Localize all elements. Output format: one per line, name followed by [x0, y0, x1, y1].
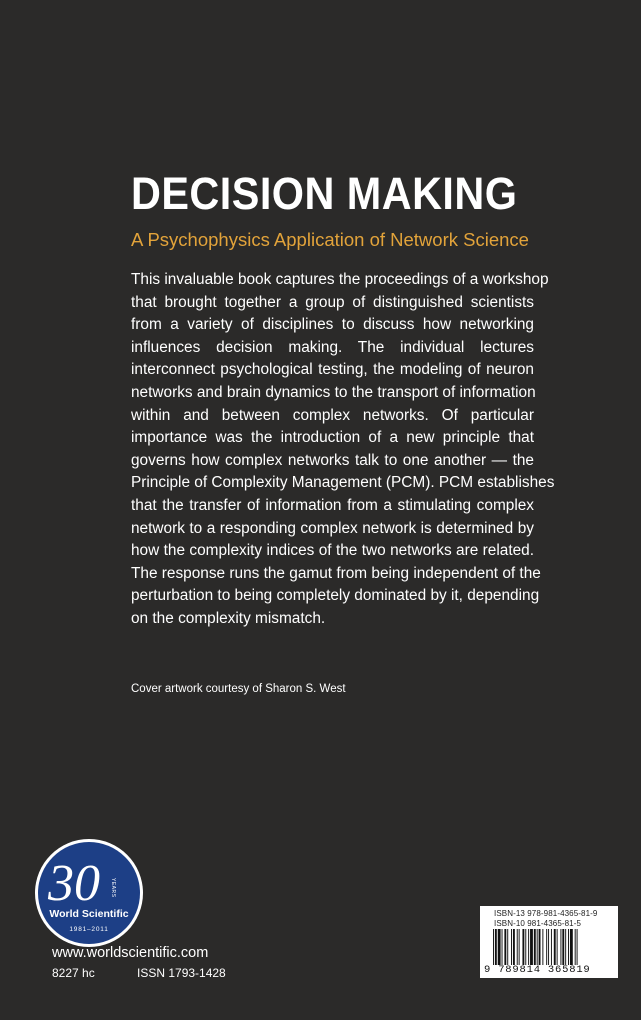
issn-number: ISSN 1793-1428	[137, 966, 226, 980]
barcode-bar	[539, 929, 541, 965]
barcode-bar	[565, 929, 566, 965]
cover-artwork-credit: Cover artwork courtesy of Sharon S. West	[131, 683, 346, 695]
logo-number: 30	[48, 855, 100, 912]
book-title: DECISION MAKING	[131, 168, 518, 219]
blurb-line: networks and brain dynamics to the transport of information	[131, 383, 536, 401]
barcode-bar	[504, 929, 506, 965]
blurb-line: that the transfer of information from a stimulating complex	[131, 496, 534, 514]
barcode-bar	[525, 929, 526, 965]
isbn10-text: ISBN-10 981-4365-81-5	[494, 919, 582, 928]
blurb-line: governs how complex networks talk to one another — the	[131, 451, 534, 469]
blurb-line: on the complexity mismatch.	[131, 609, 326, 627]
barcode-bar	[560, 929, 561, 965]
barcode-bar	[548, 929, 549, 965]
barcode-bar	[530, 929, 533, 965]
barcode-bar	[502, 929, 503, 965]
barcode-bar	[498, 929, 501, 965]
barcode-bar	[519, 929, 520, 965]
barcode-bar	[554, 929, 556, 965]
blurb-line: within and between complex networks. Of particular	[131, 406, 534, 424]
barcode-bar	[495, 929, 497, 965]
isbn13-text: ISBN-13 978-981-4365-81-9	[494, 909, 598, 918]
blurb-line: importance was the introduction of a new principle that	[131, 429, 534, 447]
blurb-line: from a variety of disciplines to discuss how networking	[131, 316, 534, 334]
barcode-bar	[507, 929, 508, 965]
blurb-line: The response runs the gamut from being independent of the	[131, 564, 541, 582]
product-code: 8227 hc	[52, 966, 95, 980]
barcode-bar	[557, 929, 558, 965]
publisher-anniversary-logo	[34, 838, 144, 948]
barcode-bar	[537, 929, 538, 965]
barcode-bar	[528, 929, 529, 965]
barcode-bar	[513, 929, 515, 965]
barcode-bar	[517, 929, 518, 965]
barcode-bar	[546, 929, 547, 965]
barcode-bar	[511, 929, 512, 965]
blurb-line: interconnect psychological testing, the modeling of neuron	[131, 361, 534, 379]
book-subtitle: A Psychophysics Application of Network Science	[131, 229, 529, 250]
blurb-line: perturbation to being completely dominated by it, depending	[131, 587, 540, 605]
isbn-barcode-label	[480, 906, 618, 978]
blurb-line: This invaluable book captures the proceedings of a workshop	[131, 271, 549, 288]
logo-years: YEARS	[110, 878, 116, 898]
blurb-line: how the complexity indices of the two networks are related.	[131, 542, 534, 560]
barcode-bar	[568, 929, 569, 965]
barcode-digits: 9 789814 365819	[484, 964, 591, 976]
barcode-bar	[551, 929, 552, 965]
barcode-bar	[522, 929, 524, 965]
barcode-bars	[493, 929, 606, 965]
barcode-bar	[534, 929, 536, 965]
blurb-line: network to a responding complex network is determined by	[131, 519, 534, 537]
barcode-bar	[542, 929, 543, 965]
barcode-bar	[577, 929, 578, 965]
blurb-line: influences decision making. The individual lectures	[131, 338, 534, 356]
logo-publisher-name: World Scientific	[49, 908, 129, 920]
barcode-bar	[493, 929, 494, 965]
blurb-line: that brought together a group of distinguished scientists	[131, 293, 534, 311]
logo-years-span: 1981–2011	[69, 926, 109, 933]
publisher-url: www.worldscientific.com	[52, 945, 209, 961]
blurb-paragraph	[131, 269, 555, 631]
barcode-bar	[570, 929, 573, 965]
barcode-bar	[562, 929, 564, 965]
barcode-bar	[575, 929, 576, 965]
blurb-line: Principle of Complexity Management (PCM). PCM establishes	[131, 474, 555, 492]
